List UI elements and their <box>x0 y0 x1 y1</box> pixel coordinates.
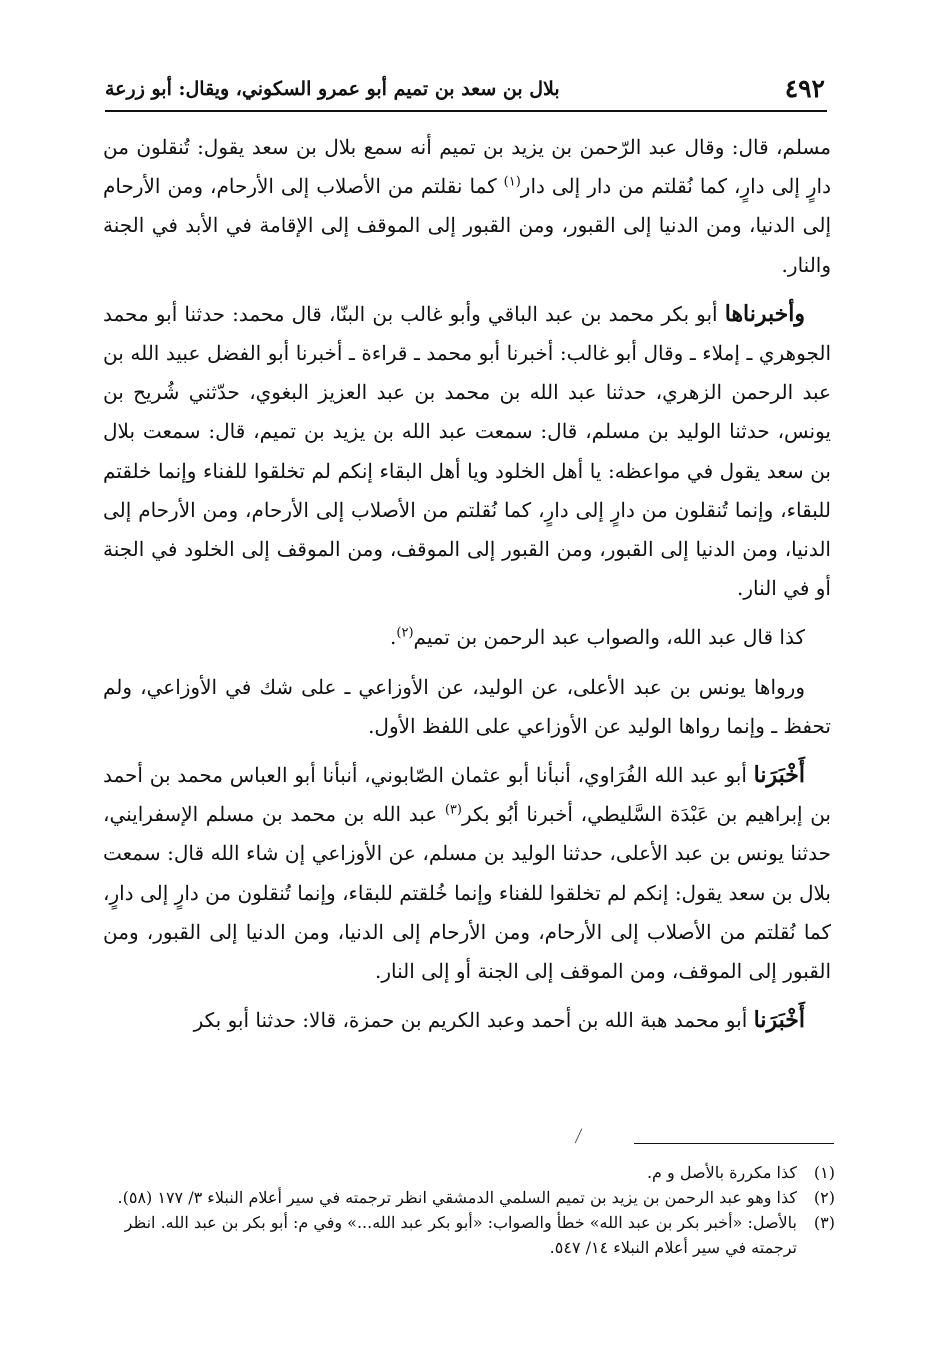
footnote-3 <box>100 1210 835 1260</box>
header-rule <box>105 110 827 112</box>
footnote-2 <box>100 1185 835 1210</box>
stray-pen-mark <box>575 1128 584 1143</box>
footnote-rule <box>634 1143 834 1144</box>
paragraph-6: أَخْبَرَنا أبو محمد هبة الله بن أحمد وعبد الكريم بن حمزة، قالا: حدثنا أبو بكر <box>193 1007 805 1034</box>
footnote-ref-3: (٣) <box>444 802 462 818</box>
paragraph-lead-word: أَخْبَرَنا <box>753 1007 805 1034</box>
footnote-ref-2: (٢) <box>396 625 414 641</box>
footnote-1 <box>100 1160 835 1185</box>
footnote-text: كذا وهو عبد الرحمن بن يزيد بن تميم السلمي الدمشقي انظر ترجمته في سير أعلام النبلاء ٣/ ١٧٧ (٥٨). <box>117 1188 797 1207</box>
footnote-text: كذا مكررة بالأصل و م. <box>646 1163 797 1182</box>
paragraph-4: ورواها يونس بن عبد الأعلى، عن الوليد، عن الأوزاعي ـ على شك في الأوزاعي، ولم تحفظ ـ وإنما رواها الوليد عن الأوزاعي على اللفظ الأول. <box>103 674 831 738</box>
page-number: ٤٩٢ <box>784 74 825 103</box>
paragraph-lead-word: وأخبرناها <box>724 300 805 327</box>
footnote-ref-1: (١) <box>503 174 521 190</box>
paragraph-5: أَخْبَرَنا أبو عبد الله الفُرَاوي، أنبأنا أبو عثمان الصّابوني، أنبأنا أبو العباس محمد بن أحمد بن إبراهيم بن عَبْدَة السَّليطي، أخبرنا أبُو بكر$^{(٣)}$ عبد الله بن محمد بن مسلم الإسفرايني، حدثنا يونس بن عبد الأعلى، حدثنا الوليد بن مسلم، عن الأوزاعي إن شاء الله قال: سمعت بلال بن سعد يقول: إنكم لم تخلقوا للفناء وإنما خُلقتم للبقاء، وإنما تُنقلون من دارٍ إلى دارٍ، كما نُقلتم من الأصلاب إلى الأرحام، ومن الأرحام إلى الدنيا، ومن الدنيا إلى القبور، ومن القبور إلى الموقف، ومن الموقف إلى الجنة أو إلى النار. <box>103 762 831 984</box>
paragraph-2: وأخبرناها أبو بكر محمد بن عبد الباقي وأبو غالب بن البنّا، قال محمد: حدثنا أبو محمد الجوهري ـ إملاء ـ وقال أبو غالب: أخبرنا أبو محمد ـ قراءة ـ أخبرنا أبو الفضل عبيد الله بن عبد الرحمن الزهري، حدثنا عبد الله بن محمد بن عبد العزيز البغوي، حدّثني شُريح بن يونس، حدثنا الوليد بن مسلم، قال: سمعت عبد الله بن يزيد بن تميم، قال: سمعت بلال بن سعد يقول في مواعظه: يا أهل الخلود ويا أهل البقاء إنكم لم تخلقوا للفناء وإنما خلقتم للبقاء، وإنما تُنقلون من دارٍ إلى دارٍ، كما نُقلتم من الأصلاب إلى الأرحام، ومن الأرحام إلى الدنيا، ومن الدنيا إلى القبور، ومن القبور إلى الموقف، ومن الموقف إلى الخلود في الجنة أو في النار. <box>103 300 831 601</box>
footnote-text: بالأصل: «أخبر بكر بن عبد الله» خطأ والصواب: «أبو بكر عبد الله...» وفي م: أبو بكر بن عبد الله. انظر ترجمته في سير أعلام النبلاء ١٤/ ٥٤٧. <box>124 1213 797 1257</box>
paragraph-1: مسلم، قال: وقال عبد الرّحمن بن يزيد بن تميم أنه سمع بلال بن سعد يقول: تُنقلون من دارٍ إلى دارٍ، كما نُقلتم من دار إلى دار$^{(١)}$ كما نقلتم من الأصلاب إلى الأرحام، ومن الأرحام إلى الدنيا، ومن الدنيا إلى القبور، ومن القبور إلى الموقف إلى الإقامة في الأبد في الجنة والنار. <box>103 135 831 277</box>
paragraph-lead-word: أَخْبَرَنا <box>753 762 805 789</box>
footnote-number: (١) <box>813 1163 835 1182</box>
running-title: بلال بن سعد بن تميم أبو عمرو السكوني، ويقال: أبو زرعة <box>105 78 560 100</box>
footnotes <box>100 1160 835 1260</box>
footnote-number: (٣) <box>813 1213 835 1232</box>
paragraph-3: كذا قال عبد الله، والصواب عبد الرحمن بن تميم$^{(٢)}$. <box>390 625 805 650</box>
page-header <box>105 68 825 108</box>
main-text <box>103 128 831 1050</box>
footnote-number: (٢) <box>813 1188 835 1207</box>
